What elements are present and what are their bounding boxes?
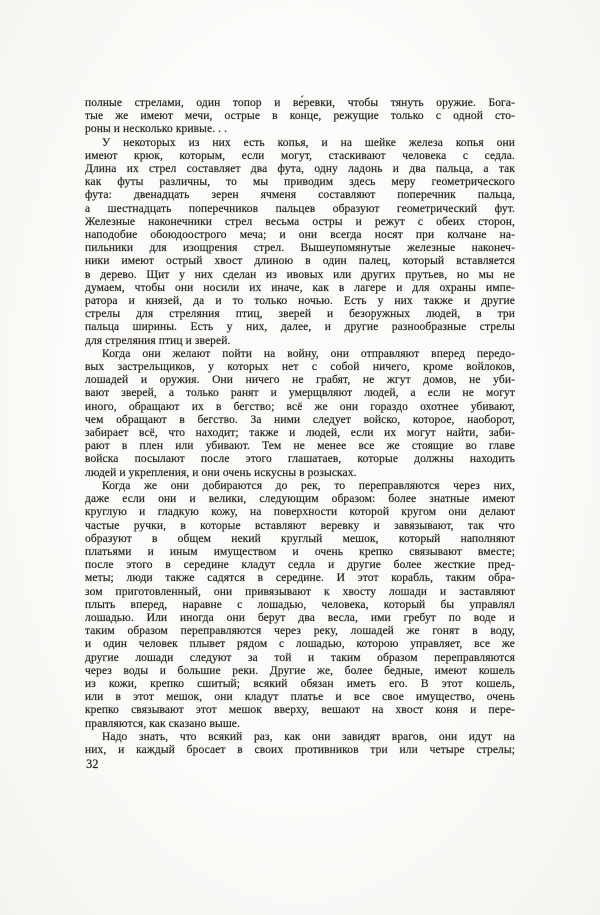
text-line: как футы различны, то мы приводим здесь меру геометрического bbox=[85, 176, 515, 189]
text-line: вых застрельщиков, у которых нет с собой ничего, кроме войлоков, bbox=[85, 361, 515, 374]
text-line: войска посылают после этого глашатаев, которые должны находить bbox=[85, 453, 515, 466]
text-line: крепко связывают этот мешок вверху, вешают на хвост коня и пере- bbox=[85, 704, 515, 717]
text-line: Длина их стрел составляет два фута, одну ладонь и два пальца, а так bbox=[85, 163, 515, 176]
text-line: и один человек плывет рядом с лошадью, которою управляет, все же bbox=[85, 638, 515, 651]
text-line: фута: двенадцать зерен ячменя составляют поперечник пальца, bbox=[85, 189, 515, 202]
text-line: Когда же они добираются до рек, то переправляются через них, bbox=[102, 479, 515, 492]
text-line: пильники для изощрения стрел. Вышеупомянутые железные наконеч- bbox=[85, 242, 515, 255]
text-line: через воды и большие реки. Другие же, более бедные, имеют кошель bbox=[85, 664, 515, 677]
text-line: ники имеют острый хвост длиною в один палец, который вставляется bbox=[85, 255, 515, 268]
text-line: или в этот мешок, они кладут платье и все свое имущество, очень bbox=[85, 691, 515, 704]
text-line: из кожи, крепко сшитый; всякий обязан иметь его. В этот кошель, bbox=[85, 677, 515, 690]
text-line: наподобие обоюдоострого меча; и они всегда носят при колчане на- bbox=[85, 229, 515, 242]
text-line: а шестнадцать поперечников пальцев образуют геометрический фут. bbox=[85, 202, 515, 215]
text-line: круглую и гладкую кожу, на поверхности которой кругом они делают bbox=[85, 506, 515, 519]
paragraph bbox=[85, 731, 515, 757]
text-line: стрелы для стреляния птиц, зверей и безоружных людей, в три bbox=[85, 308, 515, 321]
text-line: лошадью. Или иногда они берут два весла, ими гребут по воде и bbox=[85, 611, 515, 624]
text-line: Надо знать, что всякий раз, как они завидят врагов, они идут на bbox=[102, 730, 515, 743]
text-line: иного, обращают их в бегство; всё же они гораздо охотнее убивают, bbox=[85, 400, 515, 413]
paragraph bbox=[85, 480, 515, 731]
text-line: ратора и князей, да и то только ночью. Есть у них также и другие bbox=[85, 295, 515, 308]
text-line: меты; люди также садятся в середине. И этот корабль, таким обра- bbox=[85, 572, 515, 585]
text-line: плыть вперед, наравне с лошадью, человека, который бы управлял bbox=[85, 598, 515, 611]
text-line: после этого в середине кладут седла и другие более жесткие пред- bbox=[85, 559, 515, 572]
paragraph bbox=[85, 348, 515, 480]
text-line: тые же имеют мечи, острые в конце, режущие только с одной сто- bbox=[85, 110, 515, 123]
text-line: Железные наконечники стрел весьма остры и режут с обеих сторон, bbox=[85, 215, 515, 228]
text-line: частые ручки, в которые вставляют веревку и завязывают, так что bbox=[85, 519, 515, 532]
text-line: лошадей и оружия. Они ничего не грабят, не жгут домов, не уби- bbox=[85, 374, 515, 387]
text-line: вают зверей, а только ранят и умерщвляют людей, а если не могут bbox=[85, 387, 515, 400]
text-line: них, и каждый бросает в своих противников три или четыре стрелы; bbox=[85, 743, 515, 756]
text-line: чем обращают в бегство. За ними следует войско, которое, наоборот, bbox=[85, 413, 515, 426]
text-line: думаем, чтобы они носили их иначе, как в лагере и для охраны импе- bbox=[85, 281, 515, 294]
text-line: платьями и иным имуществом и очень крепко связывают вместе; bbox=[85, 545, 515, 558]
text-line: забирает всё, что находит; также и людей, если их могут найти, заби- bbox=[85, 427, 515, 440]
text-line: роны и несколько кривые. . . bbox=[85, 123, 228, 136]
text-line: рают в плен или убивают. Тем не менее все же стоящие во главе bbox=[85, 440, 515, 453]
text-line: образуют в общем некий круглый мешок, который наполняют bbox=[85, 532, 515, 545]
text-line: полные стрелами, один топор и ве́ревки, чтобы тянуть оружие. Бога- bbox=[85, 97, 515, 109]
text-line: У некоторых из них есть копья, и на шейке железа копья они bbox=[102, 136, 515, 149]
text-line: Когда они желают пойти на войну, они отправляют вперед передо- bbox=[102, 347, 515, 360]
text-line: имеют крюк, которым, если могут, стаскивают человека с седла. bbox=[85, 149, 515, 162]
text-line: таким образом переправляются через реку, лошадей же гонят в воду, bbox=[85, 625, 515, 638]
page-number: 32 bbox=[86, 757, 99, 771]
text-line: пальца ширины. Есть у них, далее, и другие разнообразные стрелы bbox=[85, 321, 515, 334]
text-line: зом приготовленный, они привязывают к хвосту лошади и заставляют bbox=[85, 585, 515, 598]
text-line: в дерево. Щит у них сделан из ивовых или других прутьев, но мы не bbox=[85, 268, 515, 281]
text-line: даже если они и велики, следующим образом: более знатные имеют bbox=[85, 493, 515, 506]
paragraph bbox=[85, 97, 515, 137]
text-line: другие лошади следуют за той и таким образом переправляются bbox=[85, 651, 515, 664]
text-block bbox=[85, 97, 515, 757]
text-line: для стреляния птиц и зверей. bbox=[85, 334, 231, 347]
text-line: людей и укрепления, и они очень искусны в розысках. bbox=[85, 466, 357, 479]
text-line: правляются, как сказано выше. bbox=[85, 717, 240, 730]
paragraph bbox=[85, 137, 515, 348]
